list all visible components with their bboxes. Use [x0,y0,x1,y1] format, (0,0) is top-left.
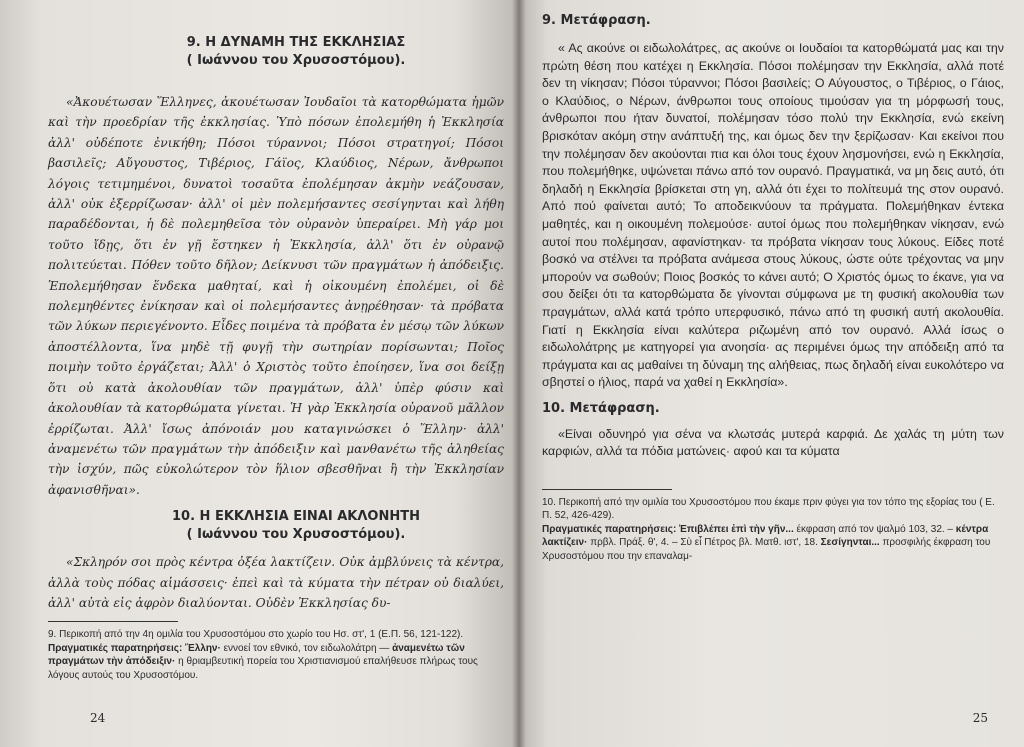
translation-10-text: «Είναι οδυνηρό για σένα να κλωτσάς μυτερά καρφιά. Δε χαλάς τη μύτη των καρφιών, αλλά τα πόδια ματώνεις· αφού και τα κύματα [542,426,1004,459]
section-10-author: ( Ιωάννου του Χρυσοστόμου). [186,527,406,543]
page-number-left: 24 [90,711,106,725]
footnote-10-text: έκφραση από τον ψαλμό 103, 32. – [796,523,953,535]
footnote-10-source: 10. Περικοπή από την ομιλία του Χρυσοστόμου που έκαμε πριν φύγει για τον τόπο της εξορίας του ( Ε. Π. 52, 426-429). [542,497,995,522]
footnote-10-label: Πραγματικές παρατηρήσεις: Ἐπιβλέπει ἐπὶ τὴν γῆν... [542,523,794,535]
section-9-author: ( Ιωάννου του Χρυσοστόμου). [186,53,406,68]
section-10-title: 10. Η ΕΚΚΛΗΣΙΑ ΕΙΝΑΙ ΑΚΛΟΝΗΤΗ [171,509,420,525]
footnote-9-text: εννοεί τον εθνικό, τον ειδωλολάτρη — [223,642,390,654]
footnote-10-text-3: προσφιλής έκφραση του Χρυσοστόμου που την επαναλαμ- [542,537,991,562]
footnote-10-label-2: κέντρα λακτίζειν· [542,523,989,549]
translation-10-heading: 10. Μετάφραση. [542,400,660,416]
footnote-10-text-2: πρβλ. Πράξ. θ', 4. – Σὺ εἶ Πέτρος βλ. Ματθ. ιστ', 18. [590,537,818,549]
section-9-ancient-text: «Ἀκουέτωσαν Ἕλληνες, ἀκουέτωσαν Ἰουδαῖοι τὰ κατορθώματα ἡμῶν καὶ τὴν προεδρίαν τῆς ἐκκλησίας. Ὑπὸ πόσων ἐπολεμήθη ἡ Ἐκκλησία ἀλλ' οὐδέποτε ἐνικήθη; Πόσοι τύραννοι; Πόσοι στρατηγοί; Πόσοι βασιλεῖς; Αὔγουστος, Τιβέριος, Γάϊος, Κλαύδιος, Νέρων, ἄνθρωποι λόγοις τετιμημένοι, δυνατοὶ τοσαῦτα ἐπολέμησαν ἀκμὴν νεάζουσαν, ἀλλ' οὐκ ἐξερρίζωσαν· ἀλλ' οἱ μὲν πολεμήσαντες σεσίγηνται καὶ λήθη παραδέδονται, ἡ δὲ πολεμηθεῖσα τὸν οὐρανὸν ὑπεραίρει. Μὴ γάρ μοι τοῦτο ἴδῃς, ὅτι ἐν γῇ ἕστηκεν ἡ Ἐκκλησία, ἀλλ' ὅτι ἐν οὐρανῷ πολιτεύεται. Πόθεν τοῦτο δῆλον; Δείκνυσι τῶν πραγμάτων ἡ ἀπόδειξις. Ἐπολεμήθησαν ἕνδεκα μαθηταί, καὶ ἡ οἰκουμένη ἐπολέμει, οἱ δὲ πολεμηθέντες ἐνίκησαν καὶ οἱ πολεμήσαντες ἀνῃρέθησαν· τὰ πρόβατα τῶν λύκων περιεγένοντο. Εἶδες ποιμένα τὰ πρόβατα ἐν μέσῳ τῶν λύκων ἀποστέλλοντα, ἵνα μηδὲ τῇ φυγῇ τὴν σωτηρίαν πορίσωνται; Ποῖος ποιμὴν τοῦτο ἐργάζεται; Ἀλλ' ὁ Χριστὸς τοῦτο ἐποίησεν, ἵνα σοι δείξῃ ὅτι οὐ κατὰ ἀκολουθίαν τῶν πραγμάτων, ἀλλ' ὑπὲρ φύσιν καὶ ἀκολουθίαν τὰ κατορθώματα γίνεται. Ἡ γὰρ Ἐκκλησία οὐρανοῦ μᾶλλον ἐρρίζωται. Ἀλλ' ἴσως ἀπόνοιάν μου καταγινώσκει ὁ Ἕλλην· ἀλλ' ἀναμενέτω τῶν πραγμάτων τὴν ἀπόδειξιν καὶ μανθανέτω τῆς ἀληθείας τὴν ἰσχύν, πῶς εὐκολώτερον τὸν ἥλιον σβεσθῆναι ἢ τὴν Ἐκκλησίαν ἀφανισθῆναι». [48,95,504,497]
right-page [518,0,1024,747]
section-9-title: 9. Η ΔΥΝΑΜΗ ΤΗΣ ΕΚΚΛΗΣΙΑΣ [186,35,406,50]
footnote-10-label-3: Σεσίγηνται... [820,537,880,549]
page-number-right: 25 [972,711,988,725]
translation-9-heading: 9. Μετάφραση. [542,13,651,28]
footnote-9-label: Πραγματικές παρατηρήσεις: Ἕλλην· [48,642,221,654]
translation-9-text: « Ας ακούνε οι ειδωλολάτρες, ας ακούνε οι Ιουδαίοι τα κατορθώματά μας και την πρώτη θέση που κατέχει η Εκκλησία. Πόσοι πολέμησαν την Εκκλησία, αλλά ποτέ δεν τη νίκησαν; Πόσοι τύραννοι; Πόσοι βασιλείς; Ο Αύγουστος, ο Τιβέριος, ο Γάιος, ο Κλαύδιος, ο Νέρων, άνθρωποι τους οποίους τιμούσαν για τη μόρφωσή τους, άνθρωποι που ήταν δυνατοί, πολέμησαν τόσο πολύ την Εκκλησία, ενώ εκείνη βρισκόταν ακόμη στην ανάπτυξή της, και όμως δεν την ξερίζωσαν· Και εκείνοι που την πολέμησαν δεν ακούονται πια και όλοι τους έχουν λησμονήσει, ενώ η Εκκλησία, που πολεμήθηκε, υψώνεται πάνω από τον ουρανό. Πραγματικά, να μη δεις αυτό, ότι δηλαδή η Εκκλησία βρίσκεται στη γη, αλλά ότι έχει το πολίτευμά της στον ουρανό. Από πού φαίνεται αυτό; Το αποδεικνύουν τα πράγματα. Πολεμήθηκαν έντεκα μαθητές, και η οικουμένη πολεμούσε· αυτοί όμως που πολεμήθηκαν νίκησαν, ενώ αυτοί που πολέμησαν, αφανίστηκαν· τα πρόβατα νίκησαν τους λύκους. Είδες ποτέ βοσκό να στέλνει τα πρόβατα ανάμεσα στους λύκους, ώστε ούτε τρέχοντας να μην μπορούν να σωθούν; Ποιος βοσκός το κάνει αυτό; Ο Χριστός όμως το έκανε, για να σου δείξει ότι τα κατορθώματα δε γίνονται σύμφωνα με τη φυσική ακολουθία των πραγμάτων, αλλά κατά τρόπο υπερφυσικό, πάνω από τη φυσική αυτή ακολουθία. Γιατί η Εκκλησία είναι καλύτερα ριζωμένη από τον ουρανό. Αλλά ίσως ο ειδωλολάτρης με κατηγορεί για ανοησία· ας περιμένει όμως την απόδειξη από τα πράγματα και ας μαθαίνει τη δύναμη της αλήθειας, πως δηλαδή είναι ευκολότερο να σβηστεί ο ήλιος, παρά να χαθεί η Εκκλησία». [542,41,1004,390]
footnote-10-remarks [542,523,1004,563]
footnote-9-source: 9. Περικοπή από την 4η ομιλία του Χρυσοστόμου στο χωρίο του Ησ. στ', 1 (Ε.Π. 56, 121-122). [48,629,464,641]
book-gutter [512,0,526,747]
footnote-9-text-2: η θριαμβευτική πορεία του Χριστιανισμού επαλήθευσε πλήρως τους λόγους αυτούς του Χρυσοστόμου. [48,656,478,681]
section-10-ancient-text: «Σκληρόν σοι πρὸς κέντρα ὀξέα λακτίζειν. Οὐκ ἀμβλύνεις τὰ κέντρα, ἀλλὰ τοὺς πόδας αἱμάσσεις· ἐπεὶ καὶ τὰ κύματα τὴν πέτραν οὐ διαλύει, ἀλλ' αὐτὰ εἰς ἀφρὸν διαλύονται. Οὐδὲν Ἐκκλησίας δυ- [48,555,504,610]
footnote-9-remarks [48,642,504,682]
footnote-9-label-2: ἀναμενέτω τῶν πραγμάτων τὴν ἀπόδειξιν· [48,642,465,668]
